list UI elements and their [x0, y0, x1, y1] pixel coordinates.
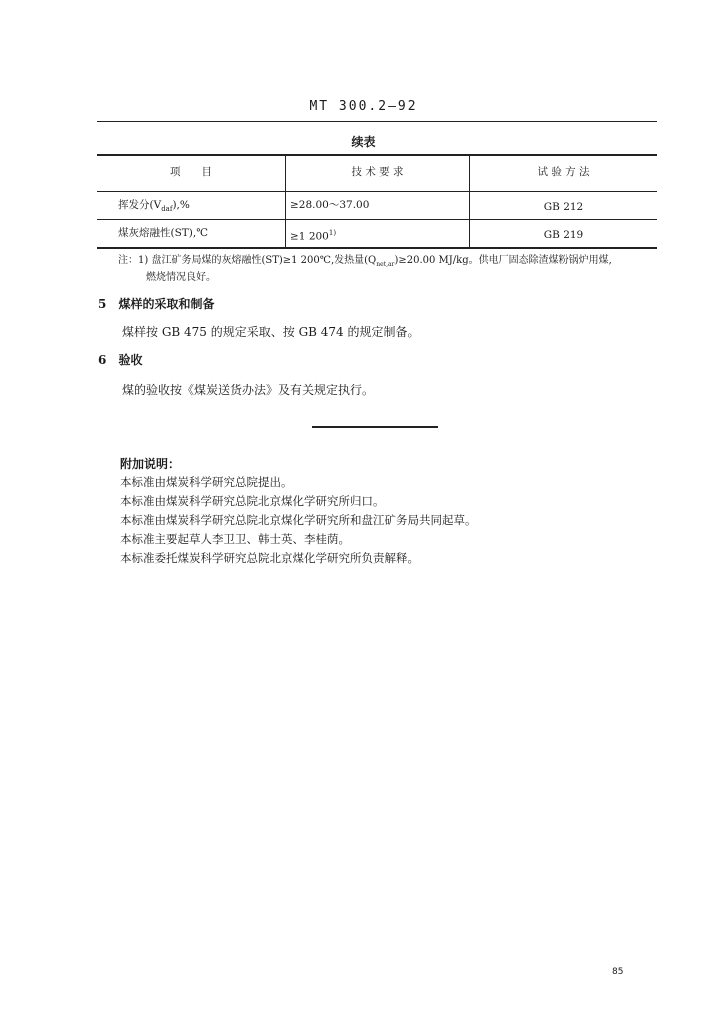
additional-notes-heading: 附加说明： [120, 457, 181, 471]
standard-code: MT 300.2—92 [309, 99, 418, 114]
row-ash-fusion-method: GB 219 [543, 229, 584, 241]
header-rule-bottom [97, 191, 657, 192]
row-rule [97, 219, 657, 220]
row-ash-fusion-item: 煤灰熔融性(ST),℃ [118, 227, 208, 239]
table-top-rule [97, 154, 657, 156]
section-6-heading [98, 351, 143, 368]
section-5-body: 煤样按 GB 475 的规定采取、按 GB 474 的规定制备。 [122, 325, 420, 339]
additional-note-line: 本标准由煤炭科学研究总院北京煤化学研究所归口。 [120, 494, 385, 508]
additional-note-line: 本标准主要起草人李卫卫、韩士英、李桂荫。 [120, 532, 350, 546]
page-number: 85 [612, 967, 624, 977]
table-note-line2: 燃烧情况良好。 [146, 272, 216, 283]
row-volatile-item: 挥发分$(V_{daf}),\%$ [118, 199, 190, 214]
header-requirement: 技 术 要 求 [351, 166, 404, 178]
section-5-number: 5 [98, 297, 107, 311]
section-6-number: 6 [98, 353, 107, 367]
row-ash-fusion-requirement: ≥1 200$^{1)}$ [290, 229, 337, 243]
additional-notes [120, 473, 477, 568]
section-5-heading [98, 295, 215, 312]
table-note-line1: 注：1) 盘江矿务局煤的灰熔融性(ST)≥1 200℃,发热量$(Q_{net,ar})\ge 20.00$ MJ/kg。供电厂固态除渣煤粉锅炉用煤, [118, 255, 612, 268]
section-6-body: 煤的验收按《煤炭送货办法》及有关规定执行。 [122, 383, 375, 397]
section-6-title: 验收 [118, 353, 143, 367]
end-separator [312, 426, 438, 428]
additional-note-line: 本标准由煤炭科学研究总院北京煤化学研究所和盘江矿务局共同起草。 [120, 513, 477, 527]
table-continuation-label: 续表 [351, 135, 376, 149]
header-method: 试 验 方 法 [537, 166, 590, 178]
row-volatile-requirement: ≥28.00～37.00 [290, 199, 370, 211]
additional-note-line: 本标准委托煤炭科学研究总院北京煤化学研究所负责解释。 [120, 551, 419, 565]
additional-note-line: 本标准由煤炭科学研究总院提出。 [120, 475, 293, 489]
row-volatile-method: GB 212 [543, 201, 584, 213]
header-rule [97, 121, 657, 122]
table-bottom-rule [97, 247, 657, 249]
section-5-title: 煤样的采取和制备 [118, 297, 215, 311]
header-item: 项 目 [170, 166, 212, 178]
